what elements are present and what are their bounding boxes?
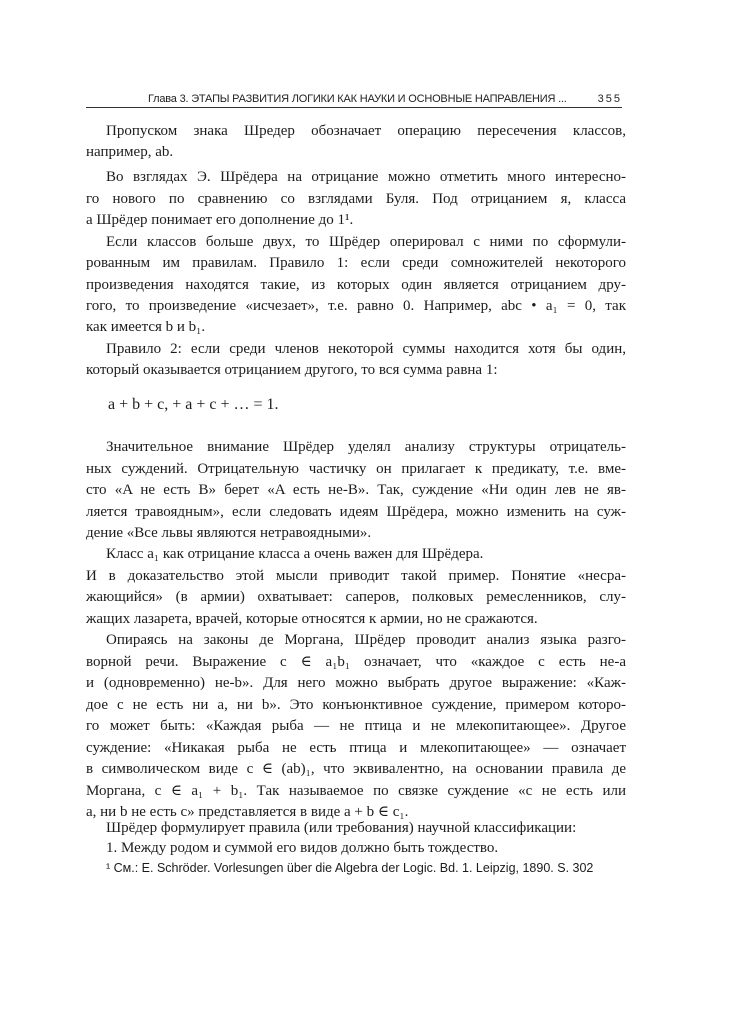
text-line: который оказывается отрицанием другого, то вся сумма равна 1: (86, 362, 498, 378)
text-line: Если классов больше двух, то Шрёдер оперировал с ними по сформули- (106, 234, 626, 250)
text-line: го нового по сравнению со взглядами Буля. Под отрицанием я, класса (86, 191, 626, 207)
text-line: Значительное внимание Шрёдер уделял анализу структуры отрицатель- (106, 439, 626, 455)
text-line: рованным им правилам. Правило 1: если среди сомножителей некоторого (86, 255, 626, 271)
text-line: го может быть: «Каждая рыба — не птица и не млекопитающее». Другое (86, 718, 626, 734)
text-line: суждение: «Никакая рыба не есть птица и млекопитающее» — означает (86, 740, 626, 756)
text-line: произведения находятся такие, из которых один является отрицанием дру- (86, 277, 626, 293)
running-header (86, 92, 622, 108)
text-line: Моргана, c ∈ a₁ + b₁. Так называемое по связке суждение «c не есть или (86, 783, 626, 799)
footnote: ¹ См.: E. Schröder. Vorlesungen über die Algebra der Logic. Bd. 1. Leipzig, 1890. S. 302 (106, 861, 594, 875)
text-line: жащих лазарета, врачей, которые относятся к армии, но не сражаются. (86, 611, 538, 627)
text-line: дение «Все львы являются нетравоядными». (86, 525, 372, 541)
text-line: гого, то произведение «исчезает», т.е. равно 0. Например, abc • a₁ = 0, так (86, 298, 626, 314)
text-line: Шрёдер формулирует правила (или требования) научной классификации: (106, 820, 577, 836)
formula: a + b + c, + a + c + … = 1. (108, 396, 279, 413)
text-line: ных суждений. Отрицательную частичку он прилагает к предикату, т.е. вме- (86, 461, 626, 477)
text-line: Класс a₁ как отрицание класса a очень важен для Шрёдера. (106, 546, 484, 562)
text-line: 1. Между родом и суммой его видов должно быть тождество. (106, 840, 499, 856)
text-line: Опираясь на законы де Моргана, Шрёдер проводит анализ языка разго- (106, 632, 626, 648)
text-line: ворной речи. Выражение c ∈ a₁b₁ означает, что «каждое c есть не-a (86, 654, 626, 670)
text-line: жающийся» (в армии) охватывает: саперов, полковых ремесленников, слу- (86, 589, 626, 605)
text-line: сто «A не есть B» берет «A есть не-B». Так, суждение «Ни один лев не яв- (86, 482, 626, 498)
chapter-title: Глава 3. ЭТАПЫ РАЗВИТИЯ ЛОГИКИ КАК НАУКИ И ОСНОВНЫЕ НАПРАВЛЕНИЯ ... (148, 93, 567, 105)
text-line: a, ни b не есть c» представляется в виде a + b ∈ c₁. (86, 804, 409, 820)
text-line: например, ab. (86, 144, 174, 160)
page-number: 355 (597, 93, 622, 105)
text-line: a Шрёдер понимает его дополнение до 1¹. (86, 212, 354, 228)
text-line: в символическом виде c ∈ (ab)₁, что эквивалентно, на основании правила де (86, 761, 626, 777)
text-line: и (одновременно) не-b». Для него можно выбрать другое выражение: «Каж- (86, 675, 626, 691)
text-line: И в доказательство этой мысли приводит такой пример. Понятие «несра- (86, 568, 626, 584)
text-line: ляется травоядным», если следовать идеям Шрёдера, можно изменить на суж- (86, 504, 626, 520)
text-line: дое c не есть ни a, ни b». Это конъюнктивное суждение, примером которо- (86, 697, 626, 713)
text-line: Во взглядах Э. Шрёдера на отрицание можно отметить много интересно- (106, 169, 626, 185)
text-line: Пропуском знака Шредер обозначает операцию пересечения классов, (106, 123, 626, 139)
text-line: Правило 2: если среди членов некоторой суммы находится хотя бы один, (106, 341, 626, 357)
text-line: как имеется b и b₁. (86, 319, 206, 335)
